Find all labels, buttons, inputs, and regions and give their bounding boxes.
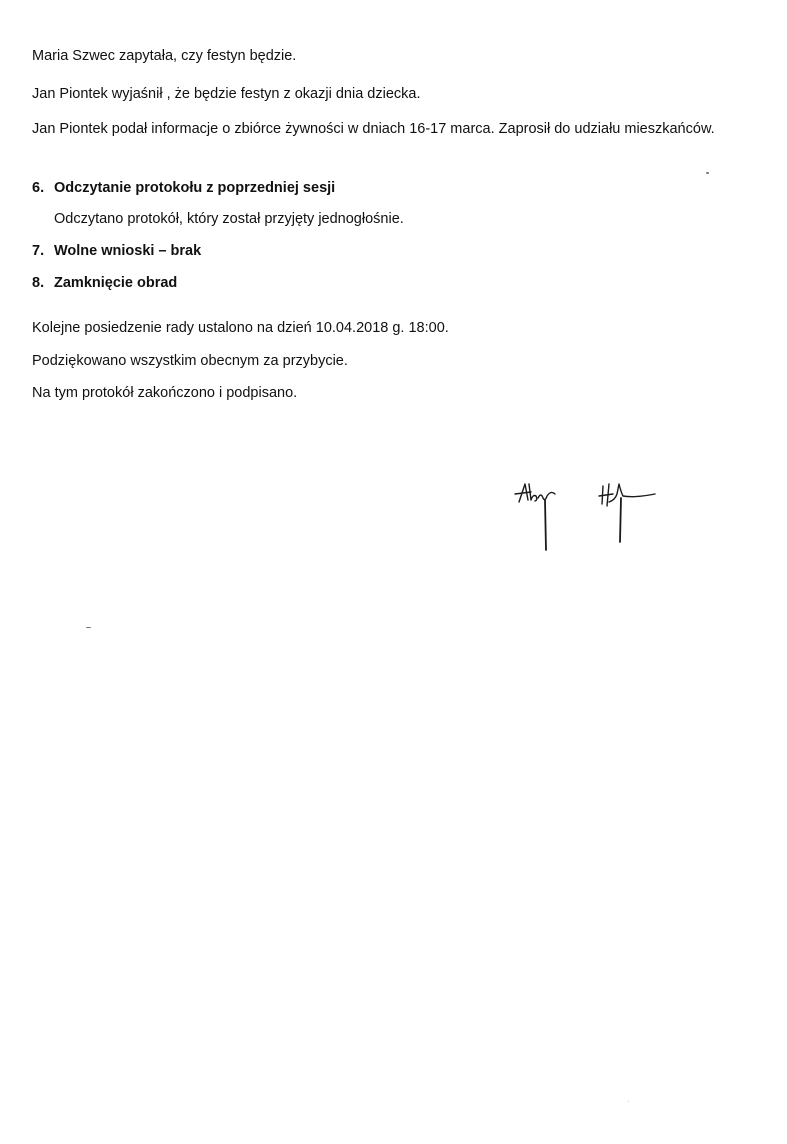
signature-2-stroke: [599, 494, 613, 496]
paragraph-food-collection: Jan Piontek podał informacje o zbiórce żywności w dniach 16-17 marca. Zaprosił do udziału mieszkańców.: [32, 121, 715, 137]
closing-text: Na tym protokół zakończono i podpisano.: [32, 385, 298, 401]
handwritten-signatures: [505, 470, 675, 560]
signature-2-stroke: [620, 498, 621, 542]
section-8-number: 8.: [32, 275, 45, 291]
section-6-body: Odczytano protokół, który został przyjęty jednogłośnie.: [54, 211, 404, 227]
signature-1-stroke: [545, 500, 546, 550]
signature-1-stroke: [538, 492, 555, 499]
scan-speck: [86, 627, 91, 628]
section-7-heading: [32, 242, 201, 260]
scan-speck: [706, 172, 709, 174]
section-6-number: 6.: [32, 180, 45, 196]
section-6-title: Odczytanie protokołu z poprzedniej sesji: [54, 180, 336, 196]
section-7-title: Wolne wnioski – brak: [54, 243, 202, 259]
thanks-text: Podziękowano wszystkim obecnym za przybycie.: [32, 353, 348, 369]
section-7-number: 7.: [32, 243, 45, 259]
signature-1-stroke: [515, 492, 531, 494]
paragraph-question: Maria Szwec zapytała, czy festyn będzie.: [32, 48, 297, 64]
scan-speck: [628, 1101, 629, 1102]
signature-2-stroke: [609, 484, 655, 502]
paragraph-explanation: Jan Piontek wyjaśnił , że będzie festyn z okazji dnia dziecka.: [32, 86, 421, 102]
section-8-heading: [32, 274, 177, 292]
next-meeting-text: Kolejne posiedzenie rady ustalono na dzień 10.04.2018 g. 18:00.: [32, 320, 449, 336]
section-6-heading: [32, 179, 335, 197]
section-8-title: Zamknięcie obrad: [54, 275, 178, 291]
signature-1-stroke: [529, 484, 537, 501]
